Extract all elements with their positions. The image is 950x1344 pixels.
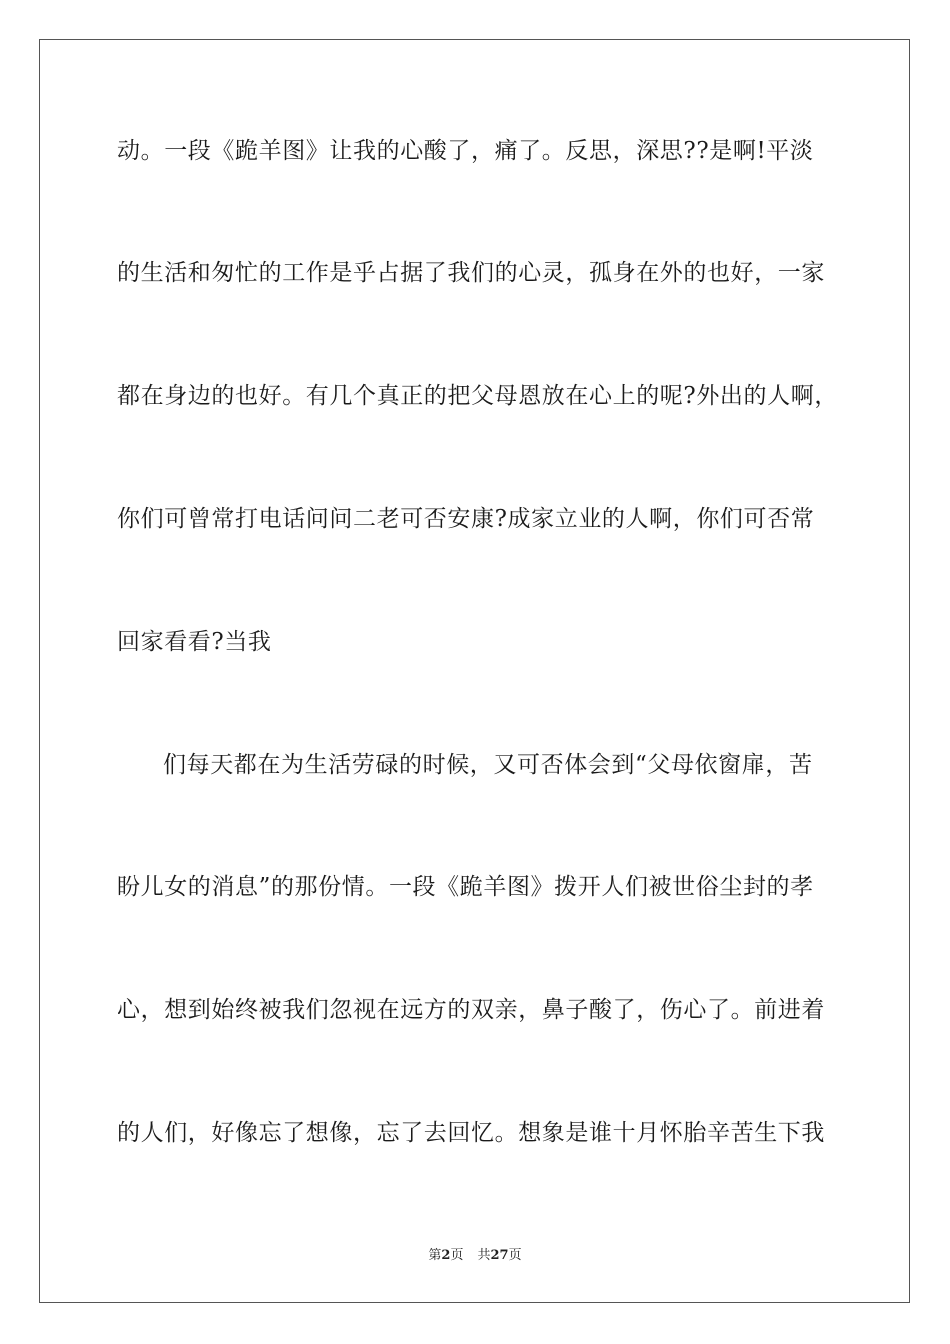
text-line: 回家看看?当我: [117, 629, 272, 655]
page-prefix: 第: [428, 1248, 442, 1263]
total-pages: 27: [490, 1248, 509, 1263]
page-number: 2: [441, 1248, 451, 1263]
paragraph-first-line: 们每天都在为生活劳碌的时候，又可否体会到“父母依窗扉，苦: [163, 752, 813, 778]
page-suffix: 页: [450, 1248, 464, 1263]
text-line: 盼儿女的消息”的那份情。一段《跪羊图》拨开人们被世俗尘封的孝: [117, 874, 814, 900]
text-line: 的生活和匆忙的工作是乎占据了我们的心灵，孤身在外的也好，一家: [117, 260, 825, 286]
text-line: 都在身边的也好。有几个真正的把父母恩放在心上的呢?外出的人啊，: [117, 383, 838, 409]
text-line: 动。一段《跪羊图》让我的心酸了，痛了。反思，深思??是啊!平淡: [117, 138, 814, 164]
text-line: 心，想到始终被我们忽视在远方的双亲，鼻子酸了，伤心了。前进着: [117, 997, 825, 1023]
text-line: 你们可曾常打电话问问二老可否安康?成家立业的人啊，你们可否常: [117, 506, 815, 532]
page-border: [39, 39, 910, 1303]
total-suffix: 页: [508, 1248, 522, 1263]
text-line: 的人们，好像忘了想像，忘了去回忆。想象是谁十月怀胎辛苦生下我: [117, 1120, 825, 1146]
page-footer: [0, 1247, 950, 1265]
total-prefix: 共: [477, 1248, 491, 1263]
